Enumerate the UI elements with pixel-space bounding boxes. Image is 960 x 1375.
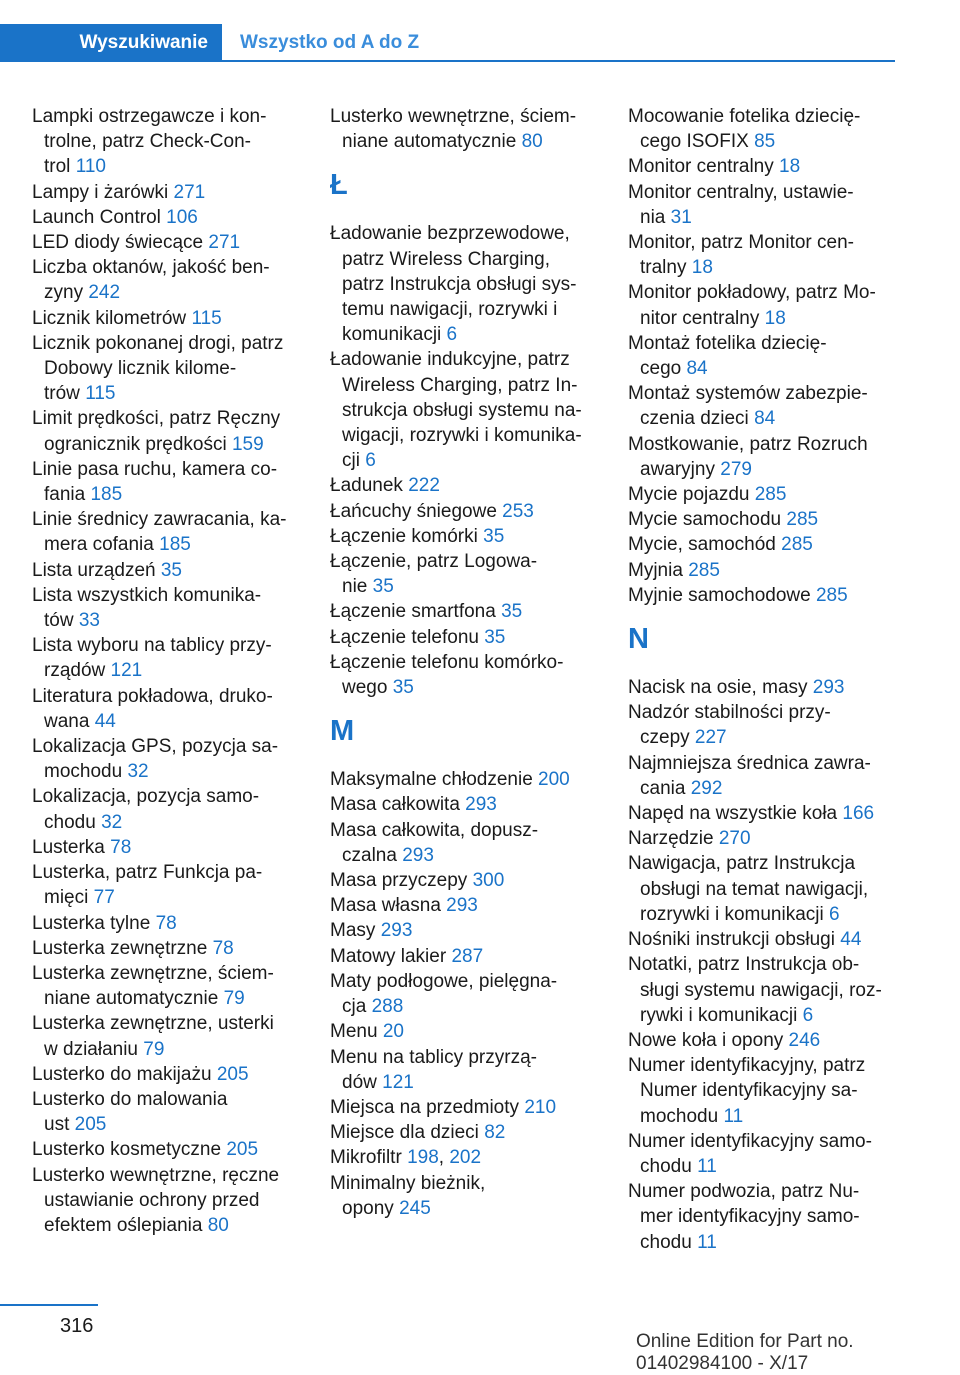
page-link[interactable]: 200: [538, 769, 570, 791]
page-link[interactable]: 31: [670, 206, 692, 228]
index-entry: [32, 180, 302, 205]
page-link[interactable]: 166: [842, 803, 875, 825]
entry-text: Ładowanie indukcyjne, patrz: [330, 349, 570, 371]
page-link[interactable]: 6: [446, 324, 458, 346]
entry-text: chodu: [640, 1155, 692, 1177]
entry-text: Lusterko do malowania: [32, 1088, 228, 1110]
index-entry: [330, 221, 600, 347]
entry-text: Lusterko do makijażu: [32, 1063, 212, 1085]
page-link[interactable]: 285: [754, 484, 787, 506]
entry-text: Najmniejsza średnica zawra-: [628, 752, 871, 774]
entry-text: Ładowanie bezprzewodowe,: [330, 223, 570, 245]
page-link[interactable]: 246: [788, 1029, 821, 1051]
index-entry: [330, 473, 600, 498]
page-link[interactable]: 35: [160, 559, 182, 581]
entry-text: Numer identyfikacyjny, patrz: [628, 1055, 866, 1077]
page-link[interactable]: 245: [399, 1197, 431, 1219]
page-link[interactable]: 80: [207, 1214, 229, 1236]
entry-text: tralny: [640, 257, 687, 279]
page-link[interactable]: 222: [408, 475, 440, 497]
index-column-2: [330, 104, 600, 1221]
index-entry: [628, 507, 898, 532]
entry-text: nitor centralny: [640, 307, 760, 329]
page-link[interactable]: 106: [166, 206, 198, 228]
index-entry: [330, 1171, 600, 1221]
index-column-3: [628, 104, 898, 1255]
entry-text: Nacisk na osie, masy: [628, 677, 808, 699]
page-link[interactable]: 6: [802, 1004, 814, 1026]
entry-text: Maksymalne chłodzenie: [330, 769, 533, 791]
entry-text: Monitor pokładowy, patrz Mo-: [628, 282, 876, 304]
entry-text: Miejsce dla dzieci: [330, 1122, 479, 1144]
entry-text: Monitor centralny: [628, 156, 774, 178]
page-link[interactable]: 18: [779, 156, 801, 178]
entry-text: cja: [342, 996, 367, 1018]
index-entry: [32, 911, 302, 936]
index-entry: [628, 826, 898, 851]
index-column-1: [32, 104, 302, 1238]
index-entry: [330, 767, 600, 792]
index-entry: [32, 860, 302, 910]
entry-text: Literatura pokładowa, druko-: [32, 685, 273, 707]
page-link[interactable]: 35: [372, 576, 394, 598]
entry-text: rządów: [44, 660, 106, 682]
index-entry: [628, 280, 898, 330]
entry-text: w działaniu: [44, 1038, 138, 1060]
index-entry: [32, 1087, 302, 1137]
index-entry: [628, 1179, 898, 1255]
page-link[interactable]: 210: [524, 1096, 557, 1118]
index-entry: [32, 835, 302, 860]
page-link[interactable]: 285: [786, 509, 819, 531]
page-link[interactable]: 78: [212, 937, 234, 959]
page-link[interactable]: 35: [484, 626, 506, 648]
index-entry: [628, 104, 898, 154]
page-link[interactable]: 115: [191, 307, 222, 329]
page-link[interactable]: 32: [127, 761, 149, 783]
entry-text: Łączenie smartfona: [330, 601, 496, 623]
entry-text: Lokalizacja GPS, pozycja sa-: [32, 736, 279, 758]
entry-text: cji: [342, 450, 360, 472]
index-entry: [628, 675, 898, 700]
index-entry: [628, 952, 898, 1028]
entry-text: temu nawigacji, rozrywki i: [342, 299, 558, 321]
entry-text: Nadzór stabilności przy-: [628, 702, 831, 724]
index-entry: [330, 1120, 600, 1145]
index-entry: [330, 524, 600, 549]
page-link[interactable]: 205: [74, 1114, 107, 1136]
index-entry: [330, 868, 600, 893]
page-link[interactable]: 11: [697, 1155, 717, 1177]
index-entry: [32, 734, 302, 784]
header-divider: [222, 60, 895, 62]
page-number-rule: [0, 1304, 98, 1306]
entry-text: Lusterko kosmetyczne: [32, 1139, 222, 1161]
entry-text: Launch Control: [32, 206, 161, 228]
entry-text: Monitor centralny, ustawie-: [628, 181, 854, 203]
index-entry: [628, 532, 898, 557]
section-letter: N: [628, 623, 649, 656]
header-tabs: [0, 24, 895, 62]
entry-text: Monitor, patrz Monitor cen-: [628, 232, 854, 254]
section-letter: Ł: [330, 169, 348, 202]
entry-text: ustawianie ochrony przed: [44, 1189, 260, 1211]
index-entry: [628, 432, 898, 482]
entry-text: Lusterka zewnętrzne, ściem-: [32, 962, 274, 984]
index-entry: [330, 969, 600, 1019]
index-entry: [628, 700, 898, 750]
entry-text: Linie pasa ruchu, kamera co-: [32, 458, 278, 480]
index-entry: [330, 650, 600, 700]
entry-text: mięci: [44, 887, 89, 909]
index-entry: [628, 558, 898, 583]
index-entry: [628, 331, 898, 381]
page-link[interactable]: 271: [173, 181, 206, 203]
page-link[interactable]: 293: [465, 794, 497, 816]
index-entry: [32, 583, 302, 633]
entry-text: wigacji, rozrywki i komunika-: [342, 425, 582, 447]
page-link[interactable]: 84: [754, 408, 776, 430]
entry-text: strukcja obsługi systemu na-: [342, 399, 582, 421]
page-link[interactable]: 11: [723, 1105, 744, 1127]
entry-text: cego: [640, 358, 682, 380]
page-link[interactable]: 293: [402, 844, 434, 866]
index-entry: [330, 499, 600, 524]
section-letter: M: [330, 715, 355, 748]
tab-a-to-z[interactable]: Wszystko od A do Z: [240, 32, 420, 53]
entry-text: Limit prędkości, patrz Ręczny: [32, 408, 281, 430]
index-entry: [32, 306, 302, 331]
page-link[interactable]: 11: [697, 1231, 717, 1253]
index-entry: [32, 684, 302, 734]
page-link[interactable]: 115: [85, 383, 116, 405]
page-link[interactable]: 82: [484, 1122, 506, 1144]
index-entry: [330, 918, 600, 943]
entry-text: trów: [44, 383, 80, 405]
page-link[interactable]: 18: [691, 257, 713, 279]
page-link[interactable]: 84: [686, 358, 708, 380]
entry-text: Lampki ostrzegawcze i kon-: [32, 106, 267, 127]
page-link[interactable]: 35: [483, 525, 505, 547]
entry-text: niane automatycznie: [342, 131, 517, 153]
index-entry: [32, 205, 302, 230]
index-entry: [32, 507, 302, 557]
index-entry: [32, 406, 302, 456]
entry-text: Numer identyfikacyjny samo-: [628, 1130, 872, 1152]
entry-text: mera cofania: [44, 534, 154, 556]
index-entry: [32, 961, 302, 1011]
index-entry: [32, 230, 302, 255]
index-entry: [32, 255, 302, 305]
entry-text: dów: [342, 1071, 377, 1093]
index-entry: [628, 751, 898, 801]
page-link[interactable]: 33: [78, 610, 100, 632]
index-entry: [330, 549, 600, 599]
entry-text: Lusterko wewnętrzne, ściem-: [330, 106, 577, 127]
page-link[interactable]: 44: [840, 929, 862, 951]
page-link[interactable]: 270: [718, 828, 751, 850]
entry-text: trolne, patrz Check-Con-: [44, 131, 251, 153]
index-entry: [32, 457, 302, 507]
page-link[interactable]: 121: [382, 1071, 414, 1093]
entry-text: obsługi na temat nawigacji,: [640, 878, 869, 900]
page-link[interactable]: 78: [155, 912, 177, 934]
entry-text: wana: [44, 710, 90, 732]
entry-text: tów: [44, 610, 74, 632]
entry-text: mochodu: [640, 1105, 719, 1127]
entry-text: Mocowanie fotelika dziecię-: [628, 106, 861, 127]
entry-text: Ładunek: [330, 475, 403, 497]
page-link[interactable]: 18: [764, 307, 786, 329]
page-link[interactable]: 78: [110, 836, 132, 858]
entry-text: Masy: [330, 920, 376, 942]
entry-text: Mycie pojazdu: [628, 484, 750, 506]
entry-text: rywki i komunikacji: [640, 1004, 798, 1026]
entry-text: Menu na tablicy przyrzą-: [330, 1046, 537, 1068]
index-entry: [628, 927, 898, 952]
entry-text: Licznik kilometrów: [32, 307, 187, 329]
entry-text: ust: [44, 1114, 70, 1136]
entry-text: Lista urządzeń: [32, 559, 156, 581]
entry-text: Lampy i żarówki: [32, 181, 169, 203]
entry-text: efektem oślepiania: [44, 1214, 203, 1236]
entry-text: wego: [342, 677, 388, 699]
page-link[interactable]: 185: [90, 484, 123, 506]
page-link[interactable]: 285: [815, 584, 848, 606]
entry-text: komunikacji: [342, 324, 442, 346]
entry-text: czenia dzieci: [640, 408, 749, 430]
entry-text: Miejsca na przedmioty: [330, 1096, 520, 1118]
entry-text: niane automatycznie: [44, 988, 219, 1010]
index-entry: [330, 1045, 600, 1095]
page-link[interactable]: 6: [828, 903, 840, 925]
page-link[interactable]: 279: [720, 458, 752, 480]
entry-text: Lusterka: [32, 836, 105, 858]
page-link[interactable]: 285: [781, 534, 813, 556]
entry-text: sługi systemu nawigacji, roz-: [640, 979, 882, 1001]
index-entry: [330, 1019, 600, 1044]
entry-text: nia: [640, 206, 666, 228]
page-link[interactable]: 121: [110, 660, 143, 682]
page-link[interactable]: 287: [451, 945, 484, 967]
entry-text: Wireless Charging, patrz In-: [342, 374, 578, 396]
page-link[interactable]: 6: [365, 450, 376, 472]
entry-text: Notatki, patrz Instrukcja ob-: [628, 954, 860, 976]
entry-text: Nawigacja, patrz Instrukcja: [628, 853, 856, 875]
index-entry: [628, 583, 898, 608]
page-link[interactable]: 288: [371, 996, 404, 1018]
entry-text: Lista wyboru na tablicy przy-: [32, 635, 272, 657]
index-entry: [628, 381, 898, 431]
index-entry: [32, 784, 302, 834]
index-entry: [32, 1011, 302, 1061]
page-link[interactable]: 79: [143, 1038, 165, 1060]
edition-footer: Online Edition for Part no. 01402984100 - X/17: [636, 1331, 854, 1374]
index-entry: [32, 633, 302, 683]
page-link[interactable]: 77: [93, 887, 115, 909]
entry-text: Lusterka tylne: [32, 912, 151, 934]
page-link[interactable]: 293: [812, 677, 845, 699]
page-link[interactable]: 242: [88, 282, 121, 304]
index-entry: [628, 1028, 898, 1053]
index-entry: [628, 1053, 898, 1129]
page-link[interactable]: 293: [380, 920, 413, 942]
entry-text: Masa własna: [330, 895, 441, 917]
page-link[interactable]: 227: [694, 727, 727, 749]
index-entry: [330, 1095, 600, 1120]
page-link[interactable]: 198: [407, 1147, 439, 1169]
page-link[interactable]: 32: [101, 811, 123, 833]
entry-text: Napęd na wszystkie koła: [628, 803, 838, 825]
entry-text: Minimalny bieżnik,: [330, 1172, 486, 1194]
entry-text: Linie średnicy zawracania, ka-: [32, 509, 287, 531]
entry-text: Licznik pokonanej drogi, patrz: [32, 332, 284, 354]
entry-text: awaryjny: [640, 458, 715, 480]
page-link[interactable]: 285: [688, 559, 720, 581]
page-link[interactable]: 300: [472, 870, 505, 892]
page-link[interactable]: 44: [94, 710, 116, 732]
page-link[interactable]: 205: [226, 1139, 259, 1161]
page-link[interactable]: 253: [502, 500, 534, 522]
index-entry: [32, 104, 302, 180]
index-entry: [628, 230, 898, 280]
page-link[interactable]: 202: [449, 1147, 482, 1169]
entry-text: Myjnie samochodowe: [628, 584, 811, 606]
index-entry: [330, 818, 600, 868]
entry-text: patrz Instrukcja obsługi sys-: [342, 273, 577, 295]
tab-search[interactable]: Wyszukiwanie: [0, 24, 222, 62]
index-entry: [628, 180, 898, 230]
entry-text: Mycie, samochód: [628, 534, 776, 556]
entry-text: fania: [44, 484, 86, 506]
page-link[interactable]: 35: [501, 601, 523, 623]
page-link[interactable]: 85: [754, 131, 776, 153]
entry-text: zyny: [44, 282, 84, 304]
index-entry: [330, 599, 600, 624]
entry-text: ogranicznik prędkości: [44, 433, 227, 455]
entry-text: chodu: [44, 811, 96, 833]
entry-text: cego ISOFIX: [640, 131, 749, 153]
page-link[interactable]: 185: [159, 534, 191, 556]
entry-text: czalna: [342, 844, 397, 866]
entry-text: Numer podwozia, patrz Nu-: [628, 1181, 860, 1203]
entry-text: Masa całkowita: [330, 794, 460, 816]
index-entry: [330, 625, 600, 650]
index-entry: [32, 936, 302, 961]
entry-text: chodu: [640, 1231, 692, 1253]
page-link[interactable]: 79: [223, 988, 245, 1010]
index-entry: [628, 1129, 898, 1179]
entry-text: Lokalizacja, pozycja samo-: [32, 786, 260, 808]
page-link[interactable]: 20: [382, 1021, 404, 1043]
entry-text: Narzędzie: [628, 828, 714, 850]
index-entry: [330, 944, 600, 969]
entry-text: Łączenie komórki: [330, 525, 478, 547]
page-link[interactable]: 293: [446, 895, 478, 917]
index-entry: [32, 1137, 302, 1162]
index-entry: [32, 1163, 302, 1239]
entry-text: Lusterka zewnętrzne: [32, 937, 208, 959]
entry-text: Lusterka zewnętrzne, usterki: [32, 1013, 274, 1035]
entry-text: mer identyfikacyjny samo-: [640, 1206, 860, 1228]
entry-text: Łączenie, patrz Logowa-: [330, 551, 538, 573]
entry-text: Maty podłogowe, pielęgna-: [330, 970, 558, 992]
entry-text: Dobowy licznik kilome-: [44, 358, 237, 380]
index-entry: [330, 347, 600, 473]
entry-text: Łączenie telefonu komórko-: [330, 651, 564, 673]
entry-text: nie: [342, 576, 368, 598]
entry-text: Nowe koła i opony: [628, 1029, 784, 1051]
entry-text: patrz Wireless Charging,: [342, 248, 551, 270]
entry-text: Mycie samochodu: [628, 509, 782, 531]
index-entry: [628, 801, 898, 826]
entry-text: Mikrofiltr: [330, 1147, 402, 1169]
entry-text: LED diody świecące: [32, 232, 204, 254]
entry-text: Lista wszystkich komunika-: [32, 584, 262, 606]
entry-text: rozrywki i komunikacji: [640, 903, 824, 925]
index-entry: [330, 792, 600, 817]
index-entry: [628, 154, 898, 179]
entry-text: Lusterka, patrz Funkcja pa-: [32, 862, 263, 884]
entry-text: Łączenie telefonu: [330, 626, 479, 648]
index-entry: [330, 104, 600, 154]
index-entry: [32, 1062, 302, 1087]
page-number: 316: [60, 1315, 94, 1337]
index-entry: [32, 331, 302, 407]
page-link[interactable]: 35: [392, 677, 414, 699]
entry-text: Matowy lakier: [330, 945, 447, 967]
page-link[interactable]: 271: [208, 232, 241, 254]
page-link[interactable]: 292: [690, 777, 723, 799]
page-link[interactable]: 205: [216, 1063, 249, 1085]
index-entry: [628, 851, 898, 927]
page-link[interactable]: 110: [75, 156, 106, 178]
entry-text: Montaż fotelika dziecię-: [628, 332, 827, 354]
entry-text: Liczba oktanów, jakość ben-: [32, 257, 270, 279]
entry-text: czepy: [640, 727, 690, 749]
entry-text: cania: [640, 777, 686, 799]
page-link[interactable]: 159: [231, 433, 264, 455]
page-link[interactable]: 80: [521, 131, 543, 153]
entry-text: Łańcuchy śniegowe: [330, 500, 497, 522]
entry-text: Montaż systemów zabezpie-: [628, 383, 868, 405]
entry-text: Lusterko wewnętrzne, ręczne: [32, 1164, 280, 1186]
entry-text: Mostkowanie, patrz Rozruch: [628, 433, 868, 455]
entry-text: Menu: [330, 1021, 378, 1043]
entry-text: Nośniki instrukcji obsługi: [628, 929, 835, 951]
entry-text: Numer identyfikacyjny sa-: [640, 1080, 858, 1102]
entry-text: Masa przyczepy: [330, 870, 468, 892]
index-entry: [628, 482, 898, 507]
entry-text: Myjnia: [628, 559, 683, 581]
index-entry: Mikrofiltr 198, 202: [330, 1147, 482, 1169]
entry-text: Masa całkowita, dopusz-: [330, 819, 539, 841]
index-entry: [32, 558, 302, 583]
index-entry: [330, 893, 600, 918]
entry-text: opony: [342, 1197, 394, 1219]
entry-text: mochodu: [44, 761, 123, 783]
entry-text: trol: [44, 156, 71, 178]
